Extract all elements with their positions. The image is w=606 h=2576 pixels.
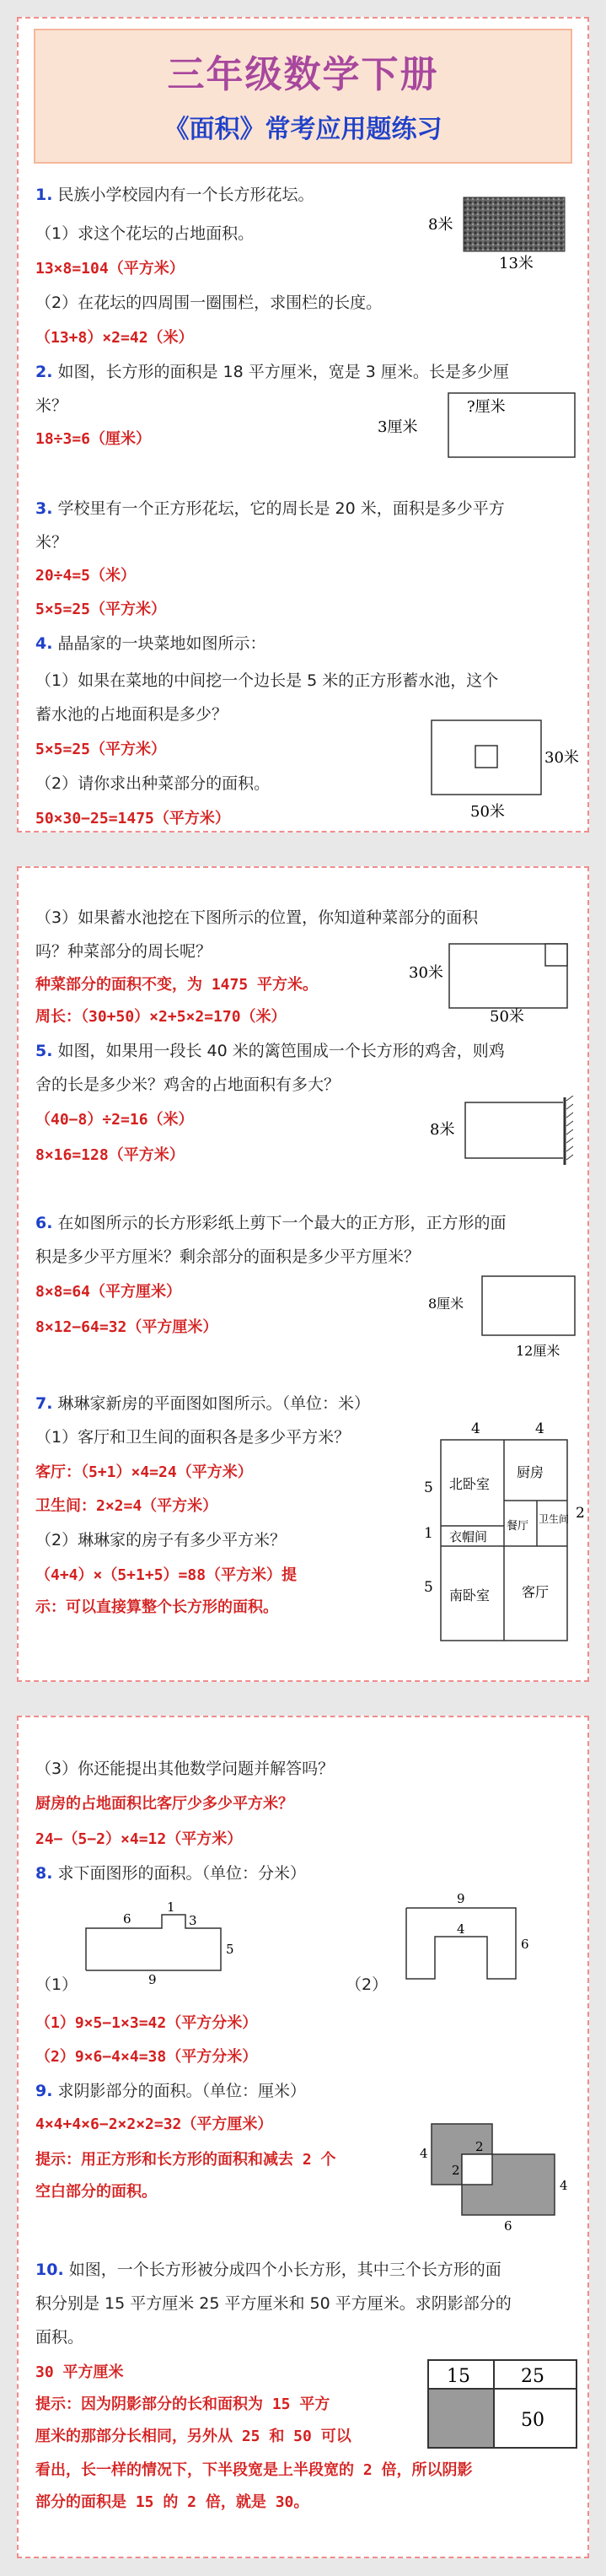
q10-shaded <box>428 2389 494 2448</box>
q10-four-rect-figure <box>423 2355 583 2456</box>
q3-stem-text: 学校里有一个正方形花坛，它的周长是 20 米，面积是多少平方 <box>57 499 505 518</box>
page-subtitle: 《面积》常考应用题练习 <box>164 115 442 144</box>
q2-number: 2. <box>35 363 53 381</box>
room-north-bedroom: 北卧室 <box>449 1476 491 1492</box>
q4-corner-pool-figure <box>402 939 579 1023</box>
q5-chicken-coop-figure <box>423 1096 583 1172</box>
q9-stem <box>35 2078 306 2101</box>
q4-part2: （2）请你求出种菜部分的面积。 <box>35 774 271 793</box>
q2-rectangle-figure <box>373 390 583 466</box>
fp-left-5a: 5 <box>424 1479 433 1496</box>
q7-stem <box>35 1391 370 1414</box>
q6-rect <box>482 1276 575 1335</box>
q10-hint1: 提示：因为阴影部分的长和面积为 15 平方 <box>35 2395 330 2413</box>
q8-number: 8. <box>35 1864 53 1883</box>
q3-number: 3. <box>35 499 53 518</box>
q7-number: 7. <box>35 1394 53 1413</box>
worksheet-card-3 <box>17 1716 589 2558</box>
worksheet-card-1 <box>17 17 589 833</box>
q8-f2-shape <box>406 1908 516 1979</box>
q4-answer1: 5×5=25（平方米） <box>35 741 167 758</box>
q6-stem <box>35 1210 507 1233</box>
q7-floor-plan-figure <box>419 1418 587 1652</box>
q10-hint3: 看出，长一样的情况下，下半段宽是上半段宽的 2 倍，所以阴影 <box>35 2461 473 2479</box>
q10-stem-2: 积分别是 15 平方厘米 25 平方厘米和 50 平方厘米。求阴影部分的 <box>35 2294 512 2313</box>
q2-width-label: 3厘米 <box>378 418 418 436</box>
q7-stem-text: 琳琳家新房的平面图如图所示。（单位：米） <box>57 1394 371 1413</box>
q4-number: 4. <box>35 634 53 653</box>
q1-length-label: 13米 <box>499 255 534 272</box>
q9-answer2: 提示：用正方形和长方形的面积和减去 2 个 <box>35 2151 336 2169</box>
q1-width-label: 8米 <box>428 216 453 234</box>
q8-answer2: （2）9×6−4×4=38（平方分米） <box>35 2048 258 2066</box>
q9-left-4: 4 <box>420 2146 428 2161</box>
q9-bottom-6: 6 <box>504 2218 512 2234</box>
q8-label1: （1） <box>35 1975 78 1994</box>
q9-stem-text: 求阴影部分的面积。（单位：厘米） <box>57 2082 307 2100</box>
q10-hint4: 部分的面积是 15 的 2 倍，就是 30。 <box>35 2493 309 2511</box>
q8-f1-6: 6 <box>123 1911 131 1927</box>
q1-number: 1. <box>35 186 53 204</box>
q2-stem-2: 米？ <box>35 396 68 415</box>
q8-f1-shape <box>86 1915 221 1970</box>
q9-answer3: 空白部分的面积。 <box>35 2183 157 2201</box>
title-banner <box>34 29 572 164</box>
q2-stem-text: 如图，长方形的面积是 18 平方厘米，宽是 3 厘米。长是多少厘 <box>57 363 509 381</box>
fp-top-4a: 4 <box>471 1420 480 1437</box>
flowerbed-rect <box>464 197 565 251</box>
q4-width-label: 30米 <box>544 749 579 767</box>
q7-answer3: （4+4）×（5+1+5）=88（平方米）提 <box>35 1566 298 1584</box>
q3-stem <box>35 496 505 519</box>
room-bathroom: 卫生间 <box>539 1513 570 1525</box>
q4-stem <box>35 631 266 654</box>
fp-left-5b: 5 <box>424 1579 433 1596</box>
room-living-room: 客厅 <box>522 1584 550 1600</box>
q8-f2-6: 6 <box>521 1937 529 1952</box>
q8-f1-3: 3 <box>189 1913 197 1928</box>
q5-number: 5. <box>35 1042 53 1060</box>
q4-part1-2: 蓄水池的占地面积是多少？ <box>35 705 228 724</box>
q8-f1-5: 5 <box>226 1942 234 1957</box>
q7-part2: （2）琳琳家的房子有多少平方米？ <box>35 1531 287 1549</box>
q8-stem-text: 求下面图形的面积。（单位：分米） <box>57 1864 307 1883</box>
q8-answer1: （1）9×5−1×3=42（平方分米） <box>35 2014 258 2032</box>
q4-part3: （3）如果蓄水池挖在下图所示的位置，你知道种菜部分的面积 <box>35 908 479 927</box>
q7-answer1: 客厅：（5+1）×4=24（平方米） <box>35 1463 253 1481</box>
q5-stem-2: 舍的长是多少米？鸡舍的占地面积有多大？ <box>35 1075 341 1094</box>
q4c-length-label: 50米 <box>490 1008 524 1023</box>
q9-number: 9. <box>35 2082 53 2100</box>
q2-stem <box>35 359 509 382</box>
fp-left-1: 1 <box>424 1525 433 1542</box>
room-kitchen: 厨房 <box>517 1464 544 1480</box>
q7-answer3-hint: 示：可以直接算整个长方形的面积。 <box>35 1598 278 1616</box>
q5-fence <box>465 1102 563 1158</box>
q8-f1-9: 9 <box>148 1972 157 1987</box>
q6-number: 6. <box>35 1214 53 1232</box>
q3-answer2: 5×5=25（平方米） <box>35 601 167 618</box>
q6-stem-text: 在如图所示的长方形彩纸上剪下一个最大的正方形，正方形的面 <box>57 1214 507 1232</box>
q9-answer1: 4×4+4×6−2×2×2=32（平方厘米） <box>35 2115 273 2133</box>
q8-figure2 <box>389 1883 541 1992</box>
q1-stem <box>35 182 314 205</box>
room-cloakroom: 衣帽间 <box>449 1529 488 1544</box>
q10-value-25: 25 <box>521 2366 544 2387</box>
q6-length-label: 12厘米 <box>516 1343 560 1359</box>
q1-stem-text: 民族小学校园内有一个长方形花坛。 <box>57 186 314 204</box>
q4-part3-2: 吗？种菜部分的周长呢？ <box>35 942 212 961</box>
page-title: 三年级数学下册 <box>167 53 439 96</box>
q5-stem-text: 如图，如果用一段长 40 米的篱笆围成一个长方形的鸡舍，则鸡 <box>57 1042 505 1060</box>
q10-value-15: 15 <box>447 2366 470 2387</box>
fp-top-4b: 4 <box>535 1420 544 1437</box>
q5-width-label: 8米 <box>430 1121 455 1139</box>
q1-part1: （1）求这个花坛的占地面积。 <box>35 224 255 243</box>
q8-stem <box>35 1861 306 1883</box>
q8-figure1 <box>69 1894 255 1987</box>
q4c-pool-square <box>545 944 567 966</box>
q6-width-label: 8厘米 <box>428 1296 464 1312</box>
q2-length-label: ?厘米 <box>467 398 506 416</box>
q10-stem <box>35 2257 501 2280</box>
q4c-width-label: 30米 <box>409 964 443 982</box>
q9-mid-2a: 2 <box>452 2163 460 2178</box>
q5-stem <box>35 1038 505 1061</box>
q7-answer4: 24−（5−2）×4=12（平方米） <box>35 1830 243 1848</box>
q6-answer1: 8×8=64（平方厘米） <box>35 1283 182 1301</box>
q1-flowerbed-figure <box>423 181 583 273</box>
q7-answer2: 卫生间：2×2=4（平方米） <box>35 1497 218 1515</box>
q6-paper-figure <box>423 1271 583 1364</box>
room-dining: 餐厅 <box>507 1520 529 1533</box>
q6-answer2: 8×12−64=32（平方厘米） <box>35 1318 218 1336</box>
q8-f2-9: 9 <box>457 1891 465 1906</box>
q9-overlap-blank <box>462 2154 492 2185</box>
q8-f2-4: 4 <box>457 1921 465 1937</box>
q4-length-label: 50米 <box>470 803 505 821</box>
q5-answer2: 8×16=128（平方米） <box>35 1146 185 1164</box>
q10-hint2: 厘米的那部分长相同，另外从 25 和 50 可以 <box>35 2428 351 2445</box>
worksheet-card-2 <box>17 866 589 1682</box>
q10-stem-text: 如图，一个长方形被分成四个小长方形，其中三个长方形的面 <box>68 2261 501 2279</box>
q4-stem-text: 晶晶家的一块菜地如图所示： <box>57 634 266 653</box>
q5-wall-hatching <box>566 1096 573 1160</box>
q1-answer2: （13+8）×2=42（米） <box>35 329 194 347</box>
q3-answer1: 20÷4=5（米） <box>35 567 137 585</box>
q5-answer1: （40−8）÷2=16（米） <box>35 1111 194 1129</box>
q4-garden-rect <box>432 720 541 795</box>
q4-part1: （1）如果在菜地的中间挖一个边长是 5 米的正方形蓄水池，这个 <box>35 671 499 690</box>
q4-answer2: 50×30−25=1475（平方米） <box>35 810 230 827</box>
q4-garden-figure <box>423 715 583 823</box>
q1-answer1: 13×8=104（平方米） <box>35 260 185 278</box>
q10-stem-3: 面积。 <box>35 2328 84 2347</box>
fp-right-2: 2 <box>576 1505 585 1522</box>
q10-value-50: 50 <box>521 2410 544 2431</box>
q9-shaded-figure <box>415 2110 583 2237</box>
q7-answer4-question: 厨房的占地面积比客厅少多少平方米？ <box>35 1795 293 1813</box>
q10-answer: 30 平方厘米 <box>35 2363 124 2381</box>
q9-mid-2b: 2 <box>475 2139 484 2154</box>
q7-part1: （1）客厅和卫生间的面积各是多少平方米？ <box>35 1428 351 1447</box>
q4-pool-square <box>475 746 497 768</box>
q6-stem-2: 积是多少平方厘米？剩余部分的面积是多少平方厘米？ <box>35 1248 421 1266</box>
room-south-bedroom: 南卧室 <box>449 1587 491 1603</box>
q3-stem-2: 米？ <box>35 533 68 552</box>
q2-answer: 18÷3=6（厘米） <box>35 430 152 448</box>
q1-part2: （2）在花坛的四周围一圈围栏，求围栏的长度。 <box>35 294 383 312</box>
q7-part3: （3）你还能提出其他数学问题并解答吗？ <box>35 1760 335 1778</box>
q4-answer3-perimeter: 周长：（30+50）×2+5×2=170（米） <box>35 1008 287 1026</box>
q8-f1-1: 1 <box>167 1900 175 1915</box>
q9-right-4: 4 <box>560 2178 568 2193</box>
q10-number: 10. <box>35 2261 64 2279</box>
q8-label2: （2） <box>346 1975 389 1994</box>
q4-answer3: 种菜部分的面积不变，为 1475 平方米。 <box>35 976 319 994</box>
